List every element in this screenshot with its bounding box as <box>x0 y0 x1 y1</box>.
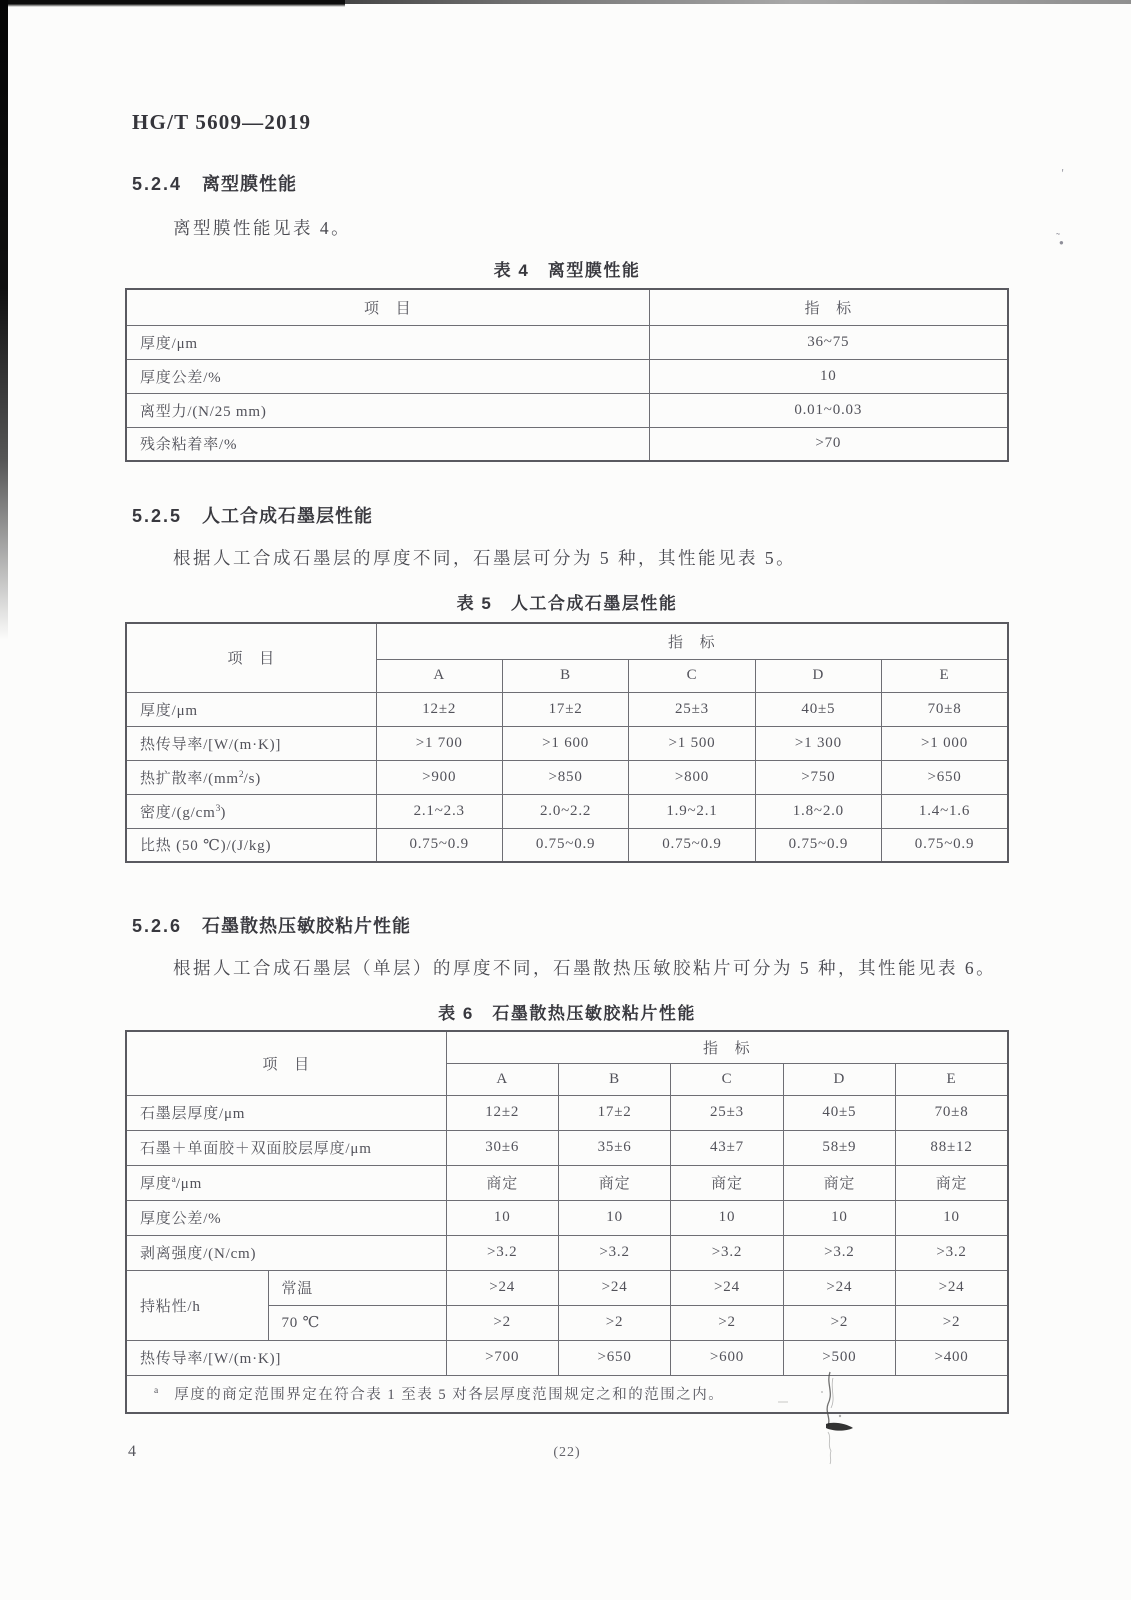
t6-r0-v2: 25±3 <box>671 1095 783 1130</box>
t6-r1-label: 石墨＋单面胶＋双面胶层厚度/μm <box>126 1130 446 1165</box>
table5-title: 表 5 人工合成石墨层性能 <box>456 594 678 613</box>
t5-r2-v3: >750 <box>755 760 881 794</box>
t6-r4-v0: >3.2 <box>446 1235 558 1270</box>
scan-speck: ′ <box>1060 165 1067 181</box>
t5-r3-v1: 2.0~2.2 <box>502 794 628 828</box>
t4-head-index: 指 标 <box>649 289 1008 325</box>
t6-r0-v1: 17±2 <box>558 1095 670 1130</box>
t5-r3-v0: 2.1~2.3 <box>376 794 502 828</box>
t6-footnote: $^a$ 厚度的商定范围界定在符合表 1 至表 5 对各层厚度范围规定之和的范围之内。 <box>126 1375 1008 1413</box>
section-title: 离型膜性能 <box>202 174 298 194</box>
t6-r4-v4: >3.2 <box>896 1235 1008 1270</box>
t6-r0-v0: 12±2 <box>446 1095 558 1130</box>
t5-r1-v0: >1 700 <box>376 726 502 760</box>
t6-r3-v2: 10 <box>671 1200 783 1235</box>
t6-r4-v2: >3.2 <box>671 1235 783 1270</box>
paragraph-525: 根据人工合成石墨层的厚度不同，石墨层可分为 5 种，其性能见表 5。 <box>173 548 797 568</box>
section-heading-526 <box>132 912 411 938</box>
t6-r4-v1: >3.2 <box>558 1235 670 1270</box>
paragraph-526: 根据人工合成石墨层（单层）的厚度不同，石墨散热压敏胶粘片可分为 5 种，其性能见表 6。 <box>173 958 997 978</box>
t5-r1-v2: >1 500 <box>629 726 755 760</box>
t6-r0-label: 石墨层厚度/μm <box>126 1095 446 1130</box>
section-number: 5.2.5 <box>132 506 183 526</box>
page-number: 4 <box>128 1443 136 1460</box>
table5 <box>125 622 1009 863</box>
t6-r5-v0: >700 <box>446 1340 558 1375</box>
t6-s2-v2: >2 <box>671 1305 783 1340</box>
t6-r3-v4: 10 <box>896 1200 1008 1235</box>
t5-r3-label: 密度$/(g/cm^3)$ <box>126 794 376 828</box>
t5-r4-v1: 0.75~0.9 <box>502 828 628 862</box>
table6 <box>125 1030 1009 1414</box>
t5-grade-a: A <box>376 659 502 692</box>
t5-r2-v0: >900 <box>376 760 502 794</box>
t6-r5-v4: >400 <box>896 1340 1008 1375</box>
t6-grade-d: D <box>783 1063 895 1095</box>
t5-r4-label: 比热 (50 ℃)/(J/kg) <box>126 828 376 862</box>
t6-s1-v0: >24 <box>446 1270 558 1305</box>
t6-r2-label: 厚度$^a$/μm <box>126 1165 446 1200</box>
t5-r0-v1: 17±2 <box>502 692 628 726</box>
t5-r4-v0: 0.75~0.9 <box>376 828 502 862</box>
t6-s1-v1: >24 <box>558 1270 670 1305</box>
t5-head-item: 项 目 <box>126 623 376 692</box>
t4-head-item: 项 目 <box>126 289 649 325</box>
table4 <box>125 288 1009 462</box>
t4-r1-value: 10 <box>649 359 1008 393</box>
section-title: 石墨散热压敏胶粘片性能 <box>202 916 412 936</box>
t6-grade-a: A <box>446 1063 558 1095</box>
t6-r1-v0: 30±6 <box>446 1130 558 1165</box>
t6-grade-e: E <box>896 1063 1008 1095</box>
t5-r0-v2: 25±3 <box>629 692 755 726</box>
t6-r2-v0: 商定 <box>446 1165 558 1200</box>
standard-number: HG/T 5609—2019 <box>132 110 312 134</box>
t5-r4-v2: 0.75~0.9 <box>629 828 755 862</box>
t6-head-item: 项 目 <box>126 1031 446 1095</box>
t6-sticky-label: 持粘性/h <box>126 1270 268 1340</box>
t5-r1-label: 热传导率/[W/(m·K)] <box>126 726 376 760</box>
t6-s1-v2: >24 <box>671 1270 783 1305</box>
t6-r2-v3: 商定 <box>783 1165 895 1200</box>
scan-speck: ˜ ● <box>1056 230 1064 247</box>
section-heading-524 <box>132 170 297 196</box>
t4-r2-label: 离型力/(N/25 mm) <box>126 393 649 427</box>
t5-r3-v4: 1.4~1.6 <box>882 794 1008 828</box>
t5-r1-v3: >1 300 <box>755 726 881 760</box>
section-number: 5.2.4 <box>132 174 183 194</box>
table6-title: 表 6 石墨散热压敏胶粘片性能 <box>438 1004 696 1023</box>
t6-r3-v3: 10 <box>783 1200 895 1235</box>
t5-r0-v3: 40±5 <box>755 692 881 726</box>
t6-r0-v4: 70±8 <box>896 1095 1008 1130</box>
t6-sticky-sub2: 70 ℃ <box>268 1305 446 1340</box>
t6-s2-v1: >2 <box>558 1305 670 1340</box>
t4-r0-value: 36~75 <box>649 325 1008 359</box>
t6-grade-b: B <box>558 1063 670 1095</box>
t5-grade-e: E <box>882 659 1008 692</box>
table4-title: 表 4 离型膜性能 <box>493 261 641 280</box>
t6-r0-v3: 40±5 <box>783 1095 895 1130</box>
t6-s1-v4: >24 <box>896 1270 1008 1305</box>
t5-r3-v3: 1.8~2.0 <box>755 794 881 828</box>
t6-r2-v1: 商定 <box>558 1165 670 1200</box>
t6-grade-c: C <box>671 1063 783 1095</box>
t6-r3-v1: 10 <box>558 1200 670 1235</box>
t6-s1-v3: >24 <box>783 1270 895 1305</box>
t6-head-index: 指 标 <box>446 1031 1008 1063</box>
footer-center: (22) <box>553 1445 581 1460</box>
t6-s2-v0: >2 <box>446 1305 558 1340</box>
t6-r1-v3: 58±9 <box>783 1130 895 1165</box>
t6-r5-v3: >500 <box>783 1340 895 1375</box>
t6-r4-label: 剥离强度/(N/cm) <box>126 1235 446 1270</box>
t6-r3-v0: 10 <box>446 1200 558 1235</box>
t6-r2-v4: 商定 <box>896 1165 1008 1200</box>
t5-r2-v4: >650 <box>882 760 1008 794</box>
t4-r0-label: 厚度/μm <box>126 325 649 359</box>
section-heading-525 <box>132 502 373 528</box>
paragraph-524: 离型膜性能见表 4。 <box>173 218 352 238</box>
t5-r3-v2: 1.9~2.1 <box>629 794 755 828</box>
t5-r2-v2: >800 <box>629 760 755 794</box>
t6-r5-v1: >650 <box>558 1340 670 1375</box>
section-title: 人工合成石墨层性能 <box>202 506 374 526</box>
t5-r4-v4: 0.75~0.9 <box>882 828 1008 862</box>
t4-r2-value: 0.01~0.03 <box>649 393 1008 427</box>
t5-r4-v3: 0.75~0.9 <box>755 828 881 862</box>
section-number: 5.2.6 <box>132 916 183 936</box>
t6-r1-v1: 35±6 <box>558 1130 670 1165</box>
t4-r3-label: 残余粘着率/% <box>126 427 649 461</box>
t5-head-index: 指 标 <box>376 623 1008 659</box>
t5-r1-v4: >1 000 <box>882 726 1008 760</box>
t6-r1-v4: 88±12 <box>896 1130 1008 1165</box>
t6-r3-label: 厚度公差/% <box>126 1200 446 1235</box>
t4-r3-value: >70 <box>649 427 1008 461</box>
t6-r2-v2: 商定 <box>671 1165 783 1200</box>
t5-r1-v1: >1 600 <box>502 726 628 760</box>
t6-r5-label: 热传导率/[W/(m·K)] <box>126 1340 446 1375</box>
t6-r5-v2: >600 <box>671 1340 783 1375</box>
t5-r0-label: 厚度/μm <box>126 692 376 726</box>
t5-r0-v0: 12±2 <box>376 692 502 726</box>
t5-grade-c: C <box>629 659 755 692</box>
t4-r1-label: 厚度公差/% <box>126 359 649 393</box>
scan-left-edge <box>0 0 8 640</box>
t5-r2-v1: >850 <box>502 760 628 794</box>
t6-s2-v3: >2 <box>783 1305 895 1340</box>
t6-s2-v4: >2 <box>896 1305 1008 1340</box>
scan-top-edge-dark <box>0 0 345 7</box>
t6-r1-v2: 43±7 <box>671 1130 783 1165</box>
t5-grade-d: D <box>755 659 881 692</box>
t6-r4-v3: >3.2 <box>783 1235 895 1270</box>
t5-r0-v4: 70±8 <box>882 692 1008 726</box>
t5-r2-label: 热扩散率$/(mm^2/s)$ <box>126 760 376 794</box>
t5-grade-b: B <box>502 659 628 692</box>
t6-sticky-sub1: 常温 <box>268 1270 446 1305</box>
